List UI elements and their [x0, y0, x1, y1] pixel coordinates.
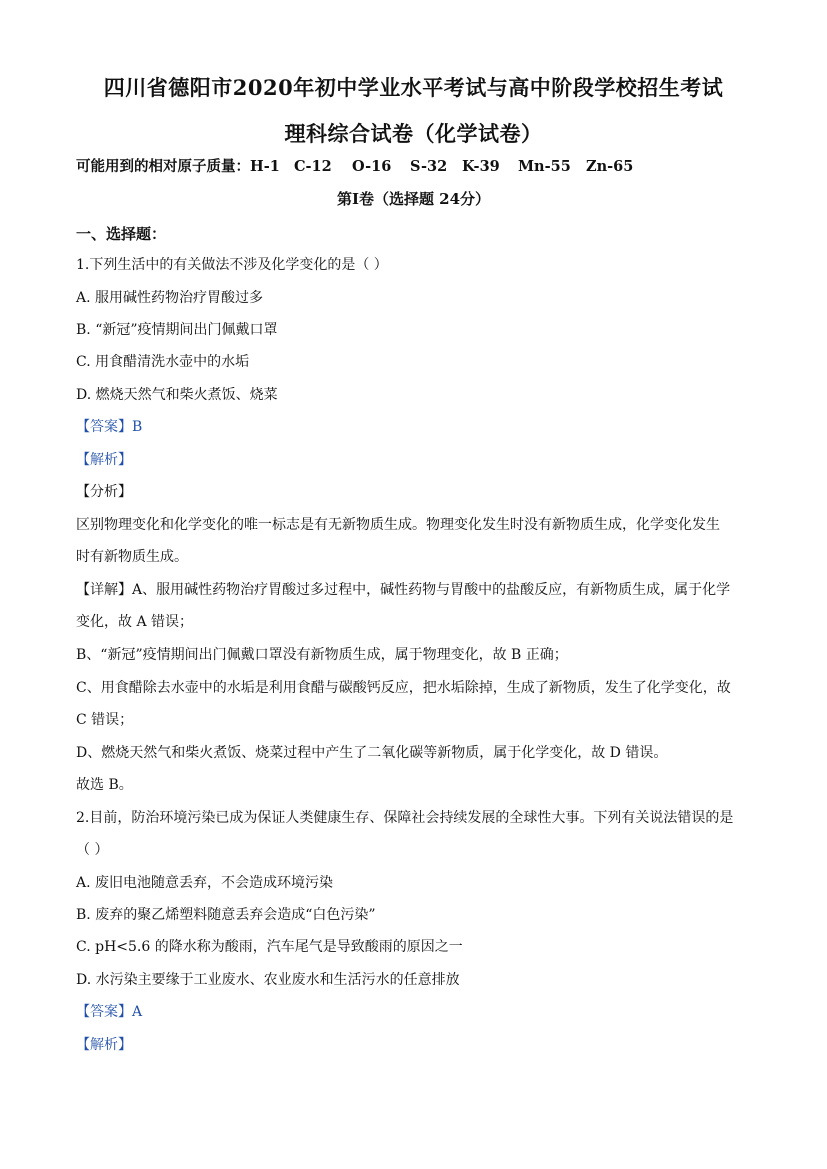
question-1-fenxi-text: 时有新物质生成。 [76, 549, 188, 565]
atomic-mass-item: C-12 [294, 158, 332, 175]
question-1-conclusion: 故选 B。 [76, 777, 133, 793]
question-2-stem-blank: （ ） [76, 842, 109, 858]
question-2-analysis-label: 【解析】 [76, 1037, 132, 1053]
atomic-mass-item: O-16 [352, 158, 392, 175]
question-1-detail-text: 变化，故 A 错误； [76, 614, 194, 630]
answer-value: A [132, 1004, 143, 1020]
atomic-mass-item: H-1 [250, 158, 280, 175]
question-1-fenxi-text: 区别物理变化和化学变化的唯一标志是有无新物质生成。物理变化发生时没有新物质生成，化学变化发生 [76, 517, 720, 533]
question-2-option-b: B. 废弃的聚乙烯塑料随意丢弃会造成“白色污染” [76, 907, 376, 923]
question-2-option-a: A. 废旧电池随意丢弃，不会造成环境污染 [76, 875, 334, 891]
atomic-mass-item: Mn-55 [518, 158, 571, 175]
question-1-detail-text: C 错误； [76, 712, 134, 728]
question-2-stem: 2.目前，防治环境污染已成为保证人类健康生存、保障社会持续发展的全球性大事。下列有关说法错误的是 [76, 810, 734, 826]
section-title: 第Ⅰ卷（选择题 24分） [336, 190, 491, 208]
question-1-analysis-label: 【解析】 [76, 452, 132, 468]
atomic-mass-item: S-32 [410, 158, 448, 175]
atomic-mass-item: Zn-65 [586, 158, 634, 175]
question-1-detail-text: C、用食醋除去水壶中的水垢是利用食醋与碳酸钙反应，把水垢除掉，生成了新物质，发生了化学变化，故 [76, 680, 731, 696]
question-1-detail-text: D、燃烧天然气和柴火煮饭、烧菜过程中产生了二氧化碳等新物质，属于化学变化，故 D 错误。 [76, 745, 668, 761]
question-1-option-d: D. 燃烧天然气和柴火煮饭、烧菜 [76, 387, 278, 403]
answer-label: 【答案】 [76, 419, 132, 435]
question-2-option-c: C. pH<5.6 的降水称为酸雨，汽车尾气是导致酸雨的原因之一 [76, 939, 463, 955]
part-heading: 一、选择题： [76, 225, 167, 243]
atomic-mass-label: 可能用到的相对原子质量： [76, 158, 250, 175]
question-1-detail-text: B、“新冠”疫情期间出门佩戴口罩没有新物质生成，属于物理变化，故 B 正确； [76, 647, 568, 663]
answer-label: 【答案】 [76, 1004, 132, 1020]
question-2-option-d: D. 水污染主要缘于工业废水、农业废水和生活污水的任意排放 [76, 972, 460, 988]
atomic-mass-item: K-39 [462, 158, 500, 175]
question-1-option-c: C. 用食醋清洗水壶中的水垢 [76, 354, 250, 370]
question-2-answer [76, 1003, 756, 1021]
exam-subtitle: 理科综合试卷（化学试卷） [284, 121, 543, 146]
answer-value: B [132, 419, 143, 435]
question-1-answer [76, 418, 756, 436]
question-1-detail-text: 【详解】A、服用碱性药物治疗胃酸过多过程中，碱性药物与胃酸中的盐酸反应，有新物质生成，属于化学 [76, 582, 731, 598]
question-1-option-b: B. “新冠”疫情期间出门佩戴口罩 [76, 322, 278, 338]
question-1-fenxi-label: 【分析】 [76, 484, 132, 500]
question-1-stem: 1.下列生活中的有关做法不涉及化学变化的是（ ） [76, 257, 388, 273]
atomic-mass-line [76, 158, 756, 176]
question-1-option-a: A. 服用碱性药物治疗胃酸过多 [76, 290, 264, 306]
exam-title: 四川省德阳市2020年初中学业水平考试与高中阶段学校招生考试 [103, 75, 724, 100]
